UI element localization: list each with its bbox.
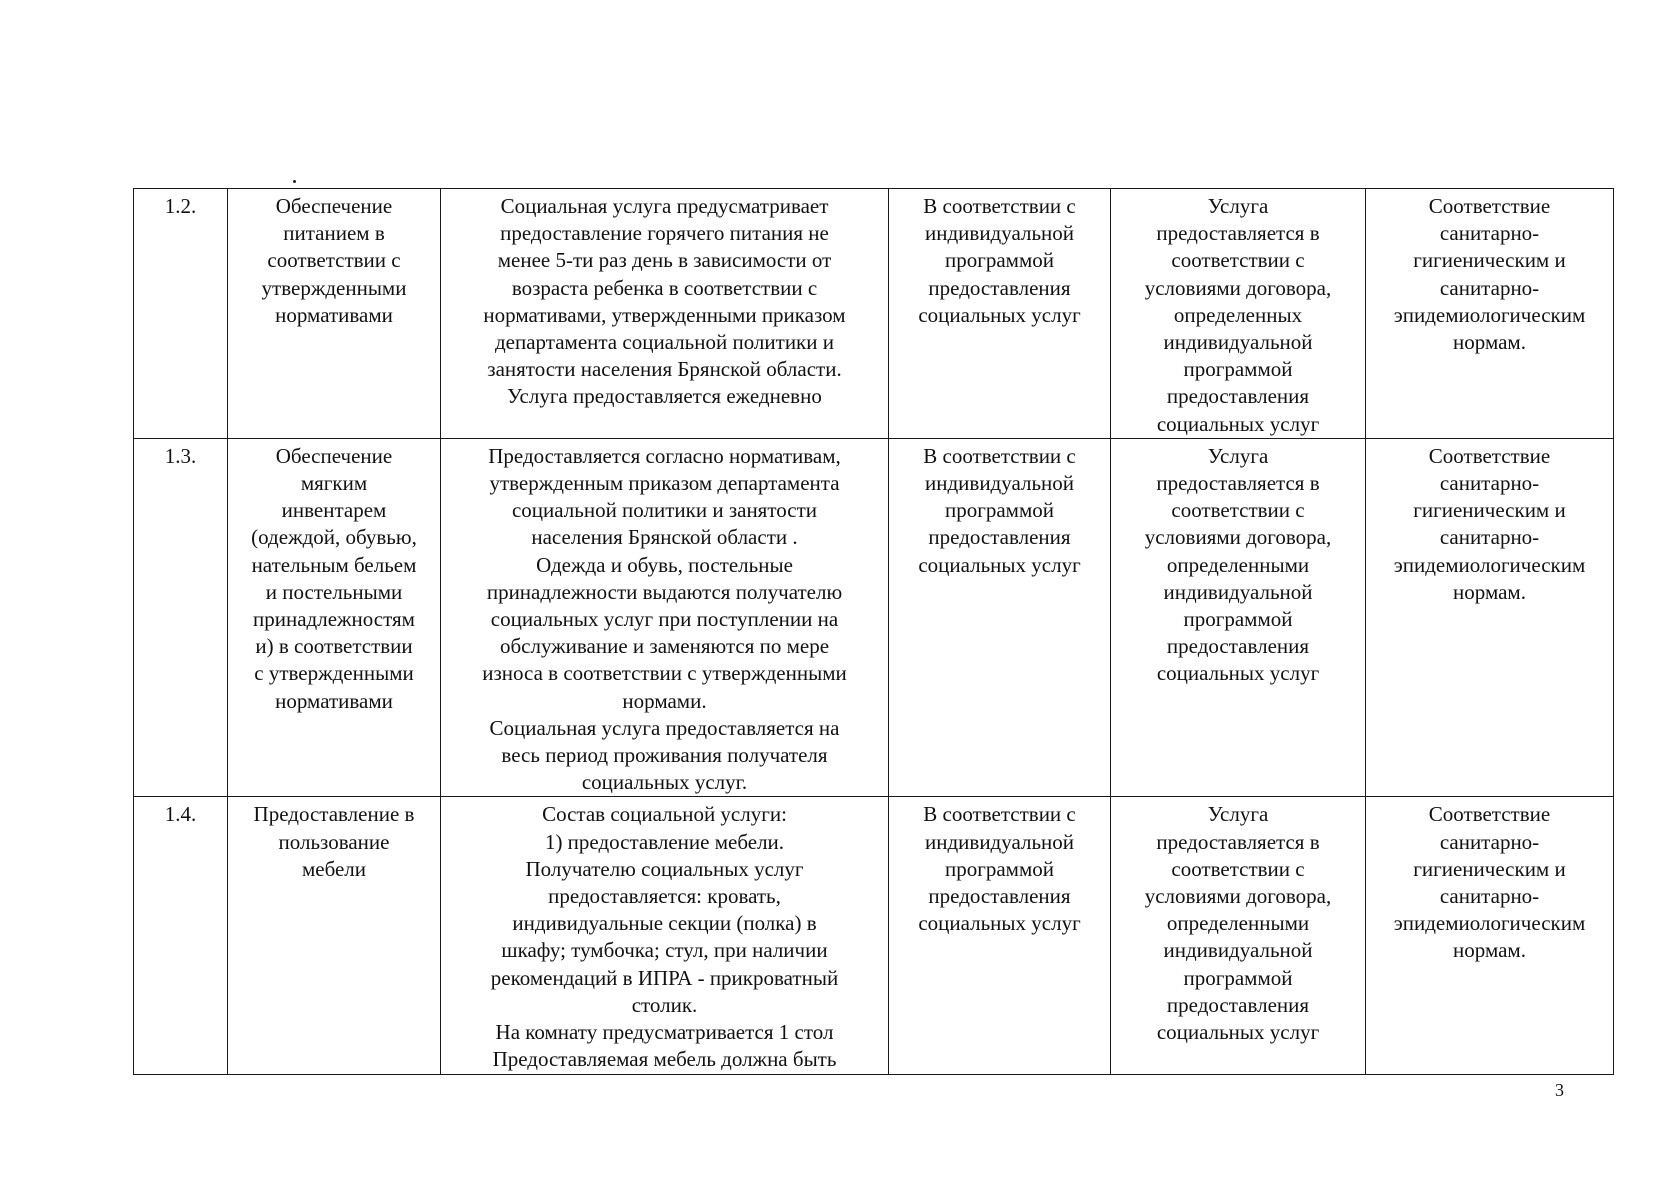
- row-number: 1.4.: [134, 797, 228, 1074]
- service-description: Социальная услуга предусматривает предоставление горячего питания не менее 5-ти раз день в зависимости от возраста ребенка в соответствии с нормативами, утвержденными приказом департамента социальной политики и занятости населения Брянской области. Услуга предоставляется ежедневно: [441, 189, 889, 439]
- service-term: Услуга предоставляется в соответствии с условиями договора, определенных индивидуальной программой предоставления социальных услуг: [1111, 189, 1366, 439]
- table-row: [134, 438, 1614, 797]
- service-quality: Соответствие санитарно- гигиеническим и санитарно- эпидемиологическим нормам.: [1366, 189, 1614, 439]
- service-volume: В соответствии с индивидуальной программой предоставления социальных услуг: [889, 797, 1111, 1074]
- service-description: Состав социальной услуги: 1) предоставление мебели. Получателю социальных услуг предоставляется: кровать, индивидуальные секции (полка) в шкафу; тумбочка; стул, при наличии рекомендаций в ИПРА - прикроватный столик. На комнату предусматривается 1 стол Предоставляемая мебель должна быть: [441, 797, 889, 1074]
- service-quality: Соответствие санитарно- гигиеническим и санитарно- эпидемиологическим нормам.: [1366, 797, 1614, 1074]
- service-description: Предоставляется согласно нормативам, утвержденным приказом департамента социальной политики и занятости населения Брянской области . Одежда и обувь, постельные принадлежности выдаются получателю социальных услуг при поступлении на обслуживание и заменяются по мере износа в соответствии с утвержденными нормами. Социальная услуга предоставляется на весь период проживания получателя социальных услуг.: [441, 438, 889, 797]
- service-name: Обеспечение мягким инвентарем (одеждой, обувью, нательным бельем и постельными принадлежностям и) в соответствии с утвержденными нормативами: [228, 438, 441, 797]
- row-number: 1.3.: [134, 438, 228, 797]
- service-volume: В соответствии с индивидуальной программой предоставления социальных услуг: [889, 189, 1111, 439]
- service-term: Услуга предоставляется в соответствии с условиями договора, определенными индивидуальной программой предоставления социальных услуг: [1111, 797, 1366, 1074]
- service-volume: В соответствии с индивидуальной программой предоставления социальных услуг: [889, 438, 1111, 797]
- table-row: [134, 797, 1614, 1074]
- scan-speck: [293, 180, 296, 183]
- service-name: Обеспечение питанием в соответствии с утвержденными нормативами: [228, 189, 441, 439]
- table-row: [134, 189, 1614, 439]
- row-number: 1.2.: [134, 189, 228, 439]
- service-quality: Соответствие санитарно- гигиеническим и санитарно- эпидемиологическим нормам.: [1366, 438, 1614, 797]
- service-term: Услуга предоставляется в соответствии с условиями договора, определенными индивидуальной программой предоставления социальных услуг: [1111, 438, 1366, 797]
- service-name: Предоставление в пользование мебели: [228, 797, 441, 1074]
- page-number: 3: [1555, 1080, 1564, 1100]
- services-table: [133, 188, 1614, 1075]
